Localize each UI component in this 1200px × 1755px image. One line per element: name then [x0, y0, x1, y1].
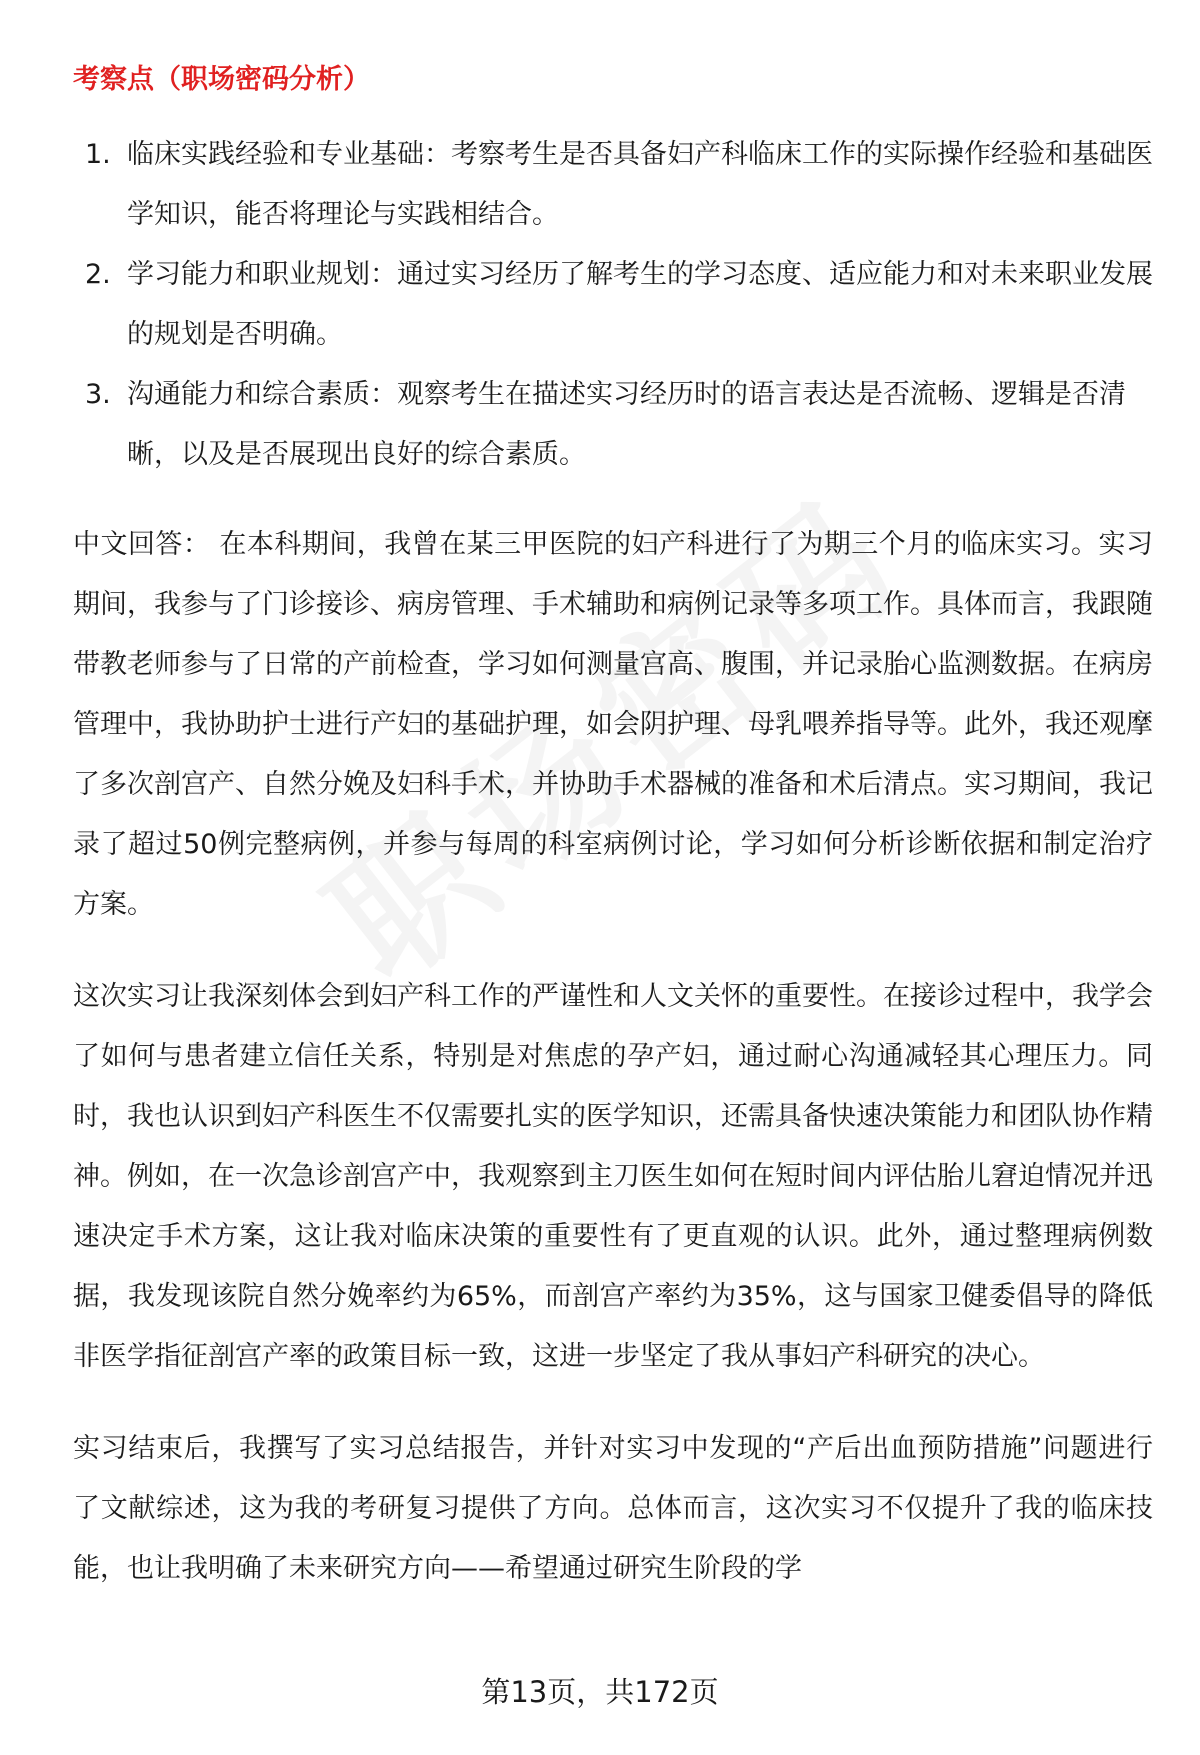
document-body: [73, 55, 1153, 1631]
section-heading: 考察点（职场密码分析）: [73, 64, 370, 95]
list-item: [73, 125, 1153, 245]
assessment-points-list: [73, 125, 1153, 485]
answer-paragraph: 中文回答： 在本科期间，我曾在某三甲医院的妇产科进行了为期三个月的临床实习。实习期间，我参与了门诊接诊、病房管理、手术辅助和病例记录等多项工作。具体而言，我跟随带教老师参与了日常的产前检查，学习如何测量宫高、腹围，并记录胎心监测数据。在病房管理中，我协助护士进行产妇的基础护理，如会阴护理、母乳喂养指导等。此外，我还观摩了多次剖宫产、自然分娩及妇科手术，并协助手术器械的准备和术后清点。实习期间，我记录了超过50例完整病例，并参与每周的科室病例讨论，学习如何分析诊断依据和制定治疗方案。: [73, 529, 1153, 920]
list-item-number: 2.: [85, 259, 111, 290]
list-item-text: 临床实践经验和专业基础：考察考生是否具备妇产科临床工作的实际操作经验和基础医学知识，能否将理论与实践相结合。: [127, 139, 1153, 230]
page-number: 第13页，共172页: [481, 1675, 719, 1709]
summary-paragraph: 实习结束后，我撰写了实习总结报告，并针对实习中发现的“产后出血预防措施”问题进行了文献综述，这为我的考研复习提供了方向。总体而言，这次实习不仅提升了我的临床技能，也让我明确了未来研究方向——希望通过研究生阶段的学: [73, 1433, 1153, 1584]
list-item-number: 3.: [85, 379, 111, 410]
reflection-paragraph: 这次实习让我深刻体会到妇产科工作的严谨性和人文关怀的重要性。在接诊过程中，我学会了如何与患者建立信任关系，特别是对焦虑的孕产妇，通过耐心沟通减轻其心理压力。同时，我也认识到妇产科医生不仅需要扎实的医学知识，还需具备快速决策能力和团队协作精神。例如，在一次急诊剖宫产中，我观察到主刀医生如何在短时间内评估胎儿窘迫情况并迅速决定手术方案，这让我对临床决策的重要性有了更直观的认识。此外，通过整理病例数据，我发现该院自然分娩率约为65%，而剖宫产率约为35%，这与国家卫健委倡导的降低非医学指征剖宫产率的政策目标一致，这进一步坚定了我从事妇产科研究的决心。: [73, 981, 1153, 1372]
list-item: [73, 245, 1153, 365]
list-item-text: 沟通能力和综合素质：观察考生在描述实习经历时的语言表达是否流畅、逻辑是否清晰，以及是否展现出良好的综合素质。: [127, 379, 1126, 470]
list-item: [73, 365, 1153, 485]
list-item-number: 1.: [85, 139, 111, 170]
list-item-text: 学习能力和职业规划：通过实习经历了解考生的学习态度、适应能力和对未来职业发展的规划是否明确。: [127, 259, 1153, 350]
